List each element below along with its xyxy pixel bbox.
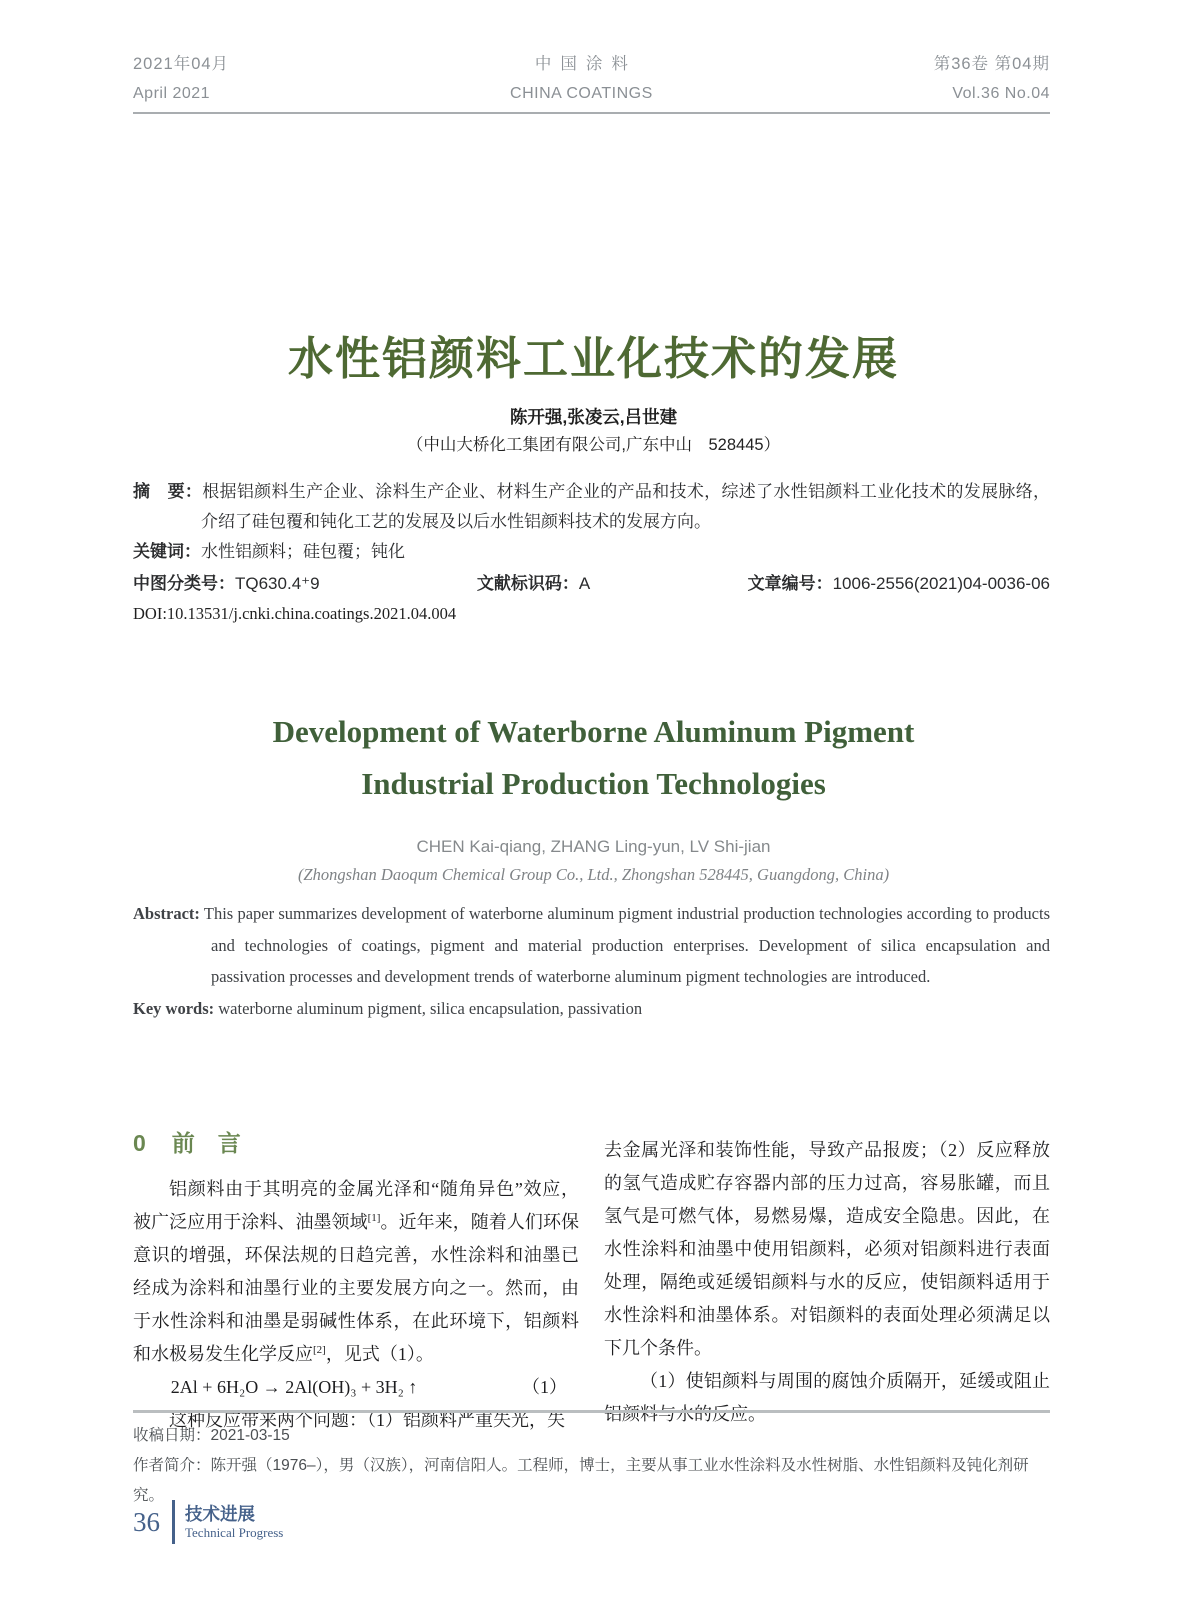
clc-label: 中图分类号：: [133, 574, 235, 593]
masthead-journal-zh: 中国涂料: [534, 55, 637, 73]
classification-row: [133, 569, 1050, 599]
abstract-en-text: This paper summarizes development of waterborne aluminum pigment industrial production technologies according to products and technologies of coatings, pigment and material production enterprises. Development of silica encapsulation and passivation processes and development trends of waterborne aluminum pigment technologies are introduced.: [203, 904, 1050, 986]
abstract-en: [133, 898, 1050, 993]
body-column-right: [604, 1134, 1050, 1431]
chinese-meta-block: [133, 477, 1050, 629]
keywords-en-text: waterborne aluminum pigment, silica encapsulation, passivation: [218, 998, 643, 1018]
affiliation-zh: （中山大桥化工集团有限公司,广东中山 528445）: [406, 436, 781, 454]
condition-1-paragraph: （1）使铝颜料与周围的腐蚀介质隔开，延缓或阻止铝颜料与水的反应。: [604, 1371, 1050, 1424]
section-heading-0: [133, 1127, 579, 1160]
footer-divider-bar: [172, 1500, 175, 1544]
citation-ref-2: [2]: [313, 1344, 326, 1356]
intro-text-segment: ，见式（1）。: [325, 1344, 434, 1364]
problems-paragraph-right: 去金属光泽和装饰性能，导致产品报废；（2）反应释放的氢气造成贮存容器内部的压力过高，容易胀罐，而且氢气是可燃气体，易燃易爆，造成安全隐患。因此，在水性涂料和油墨中使用铝颜料，必须对铝颜料进行表面处理，隔绝或延缓铝颜料与水的反应，使铝颜料适用于水性涂料和油墨体系。对铝颜料的表面处理必须满足以下几个条件。: [604, 1140, 1050, 1358]
problems-paragraph-left: 这种反应带来两个问题：（1）铝颜料严重失光，失: [169, 1410, 565, 1430]
masthead-issue-zh: 第36卷 第04期: [933, 55, 1050, 73]
section-title: 前 言: [171, 1130, 241, 1156]
abstract-en-label: Abstract:: [133, 904, 200, 923]
journal-masthead: [133, 50, 1050, 108]
keywords-zh-label: 关键词：: [133, 542, 201, 561]
received-date-label: 收稿日期：: [133, 1427, 211, 1444]
document-code-value: A: [578, 574, 591, 593]
article-id: [748, 569, 1050, 599]
abstract-zh-text: 根据铝颜料生产企业、涂料生产企业、材料生产企业的产品和技术，综述了水性铝颜料工业化技术的发展脉络，介绍了硅包覆和钝化工艺的发展及以后水性铝颜料技术的发展方向。: [201, 482, 1051, 531]
masthead-divider: [133, 112, 1050, 114]
intro-paragraph: [133, 1173, 579, 1371]
article-id-value: 1006-2556(2021)04-0036-06: [832, 574, 1050, 593]
authors-en: CHEN Kai-qiang, ZHANG Ling-yun, LV Shi-jian: [416, 837, 771, 856]
intro-text-segment: 。近年来，随着人们环保意识的增强，环保法规的日趋完善，水性涂料和油墨已经成为涂料和油墨行业的主要发展方向之一。然而，由于水性涂料和油墨是弱碱性体系，在此环境下，铝颜料和水极易发生化学反应: [133, 1212, 580, 1364]
abstract-zh: [133, 477, 1050, 537]
masthead-journal: [510, 50, 653, 108]
document-code-label: 文献标识码：: [476, 574, 579, 593]
footnote-divider: [133, 1410, 1050, 1413]
footer-column-en: Technical Progress: [185, 1525, 284, 1540]
article-title-en: [0, 706, 1187, 810]
citation-ref-1: [1]: [367, 1212, 381, 1224]
clc-number: [133, 569, 320, 599]
page-footer: [133, 1500, 283, 1544]
received-date-value: 2021-03-15: [210, 1427, 290, 1444]
author-bio-label: 作者简介：: [133, 1457, 211, 1474]
clc-value: TQ630.4⁺9: [235, 574, 320, 593]
footer-column-zh: 技术进展: [185, 1504, 255, 1524]
keywords-zh-text: 水性铝颜料；硅包覆；钝化: [201, 542, 405, 561]
equation-formula: 2Al + 6H₂O → 2Al(OH)₃ + 3H₂ ↑: [170, 1377, 418, 1397]
article-title-zh: 水性铝颜料工业化技术的发展: [287, 333, 899, 384]
received-date: [133, 1421, 1050, 1451]
equation-1: [133, 1371, 579, 1404]
intro-text-segment: 铝颜料由于其明亮的金属光泽和“随角异色”效应，被广泛应用于涂料、油墨领域: [133, 1179, 579, 1232]
masthead-issue: [934, 50, 1050, 108]
author-bio-value: 陈开强（1976–），男（汉族），河南信阳人。工程师，博士，主要从事工业水性涂料及水性树脂、水性铝颜料及钝化剂研究。: [133, 1457, 1029, 1504]
abstract-zh-label: 摘 要：: [133, 482, 203, 501]
english-abstract-block: [133, 898, 1050, 1024]
article-id-label: 文章编号：: [747, 574, 833, 593]
masthead-issue-en: Vol.36 No.04: [952, 85, 1050, 102]
equation-number: （1）: [522, 1377, 567, 1397]
doi: DOI:10.13531/j.cnki.china.coatings.2021.04.004: [133, 604, 457, 623]
masthead-date-zh: 2021年04月: [133, 55, 230, 73]
section-number: 0: [133, 1130, 146, 1156]
keywords-en: [133, 993, 1050, 1025]
page-number: 36: [133, 1506, 160, 1537]
document-code: [477, 569, 590, 599]
masthead-date: [133, 50, 229, 108]
article-title-en-line2: Industrial Production Technologies: [361, 766, 826, 801]
masthead-journal-en: CHINA COATINGS: [510, 85, 653, 102]
article-title-en-line1: Development of Waterborne Aluminum Pigment: [272, 714, 915, 749]
body-column-left: [133, 1127, 579, 1437]
affiliation-en: (Zhongshan Daoqum Chemical Group Co., Ltd., Zhongshan 528445, Guangdong, China): [297, 865, 890, 884]
footnotes: [133, 1421, 1050, 1511]
masthead-date-en: April 2021: [133, 85, 211, 102]
keywords-zh: [133, 537, 1050, 567]
authors-zh: 陈开强,张凌云,吕世建: [509, 407, 678, 427]
keywords-en-label: Key words:: [133, 998, 215, 1018]
footer-column-name: [185, 1503, 283, 1541]
